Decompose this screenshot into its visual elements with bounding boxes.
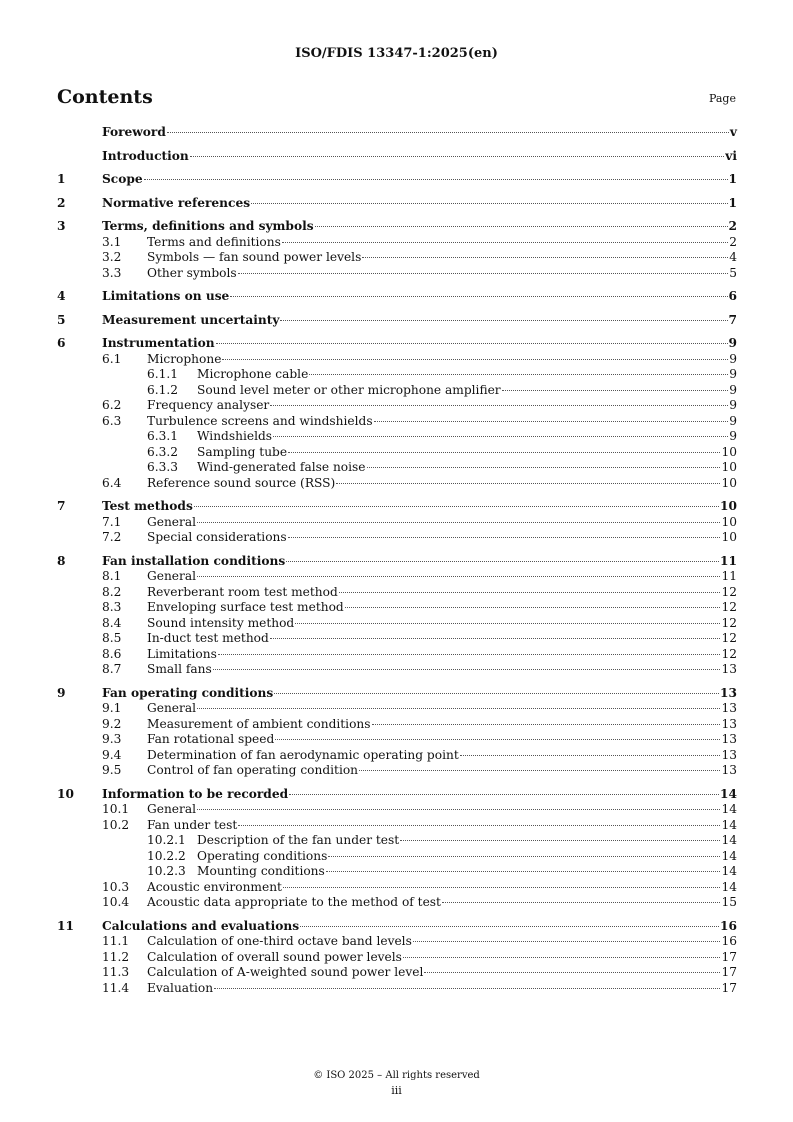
toc-entry[interactable] — [57, 149, 737, 165]
toc-dot-leader — [251, 203, 727, 204]
toc-dot-leader — [197, 809, 720, 810]
toc-entry-title: Frequency analyser — [147, 398, 270, 412]
toc-entry[interactable] — [57, 787, 737, 803]
toc-entry-page: 13 — [721, 662, 737, 676]
toc-entry[interactable] — [57, 125, 737, 141]
toc-entry[interactable] — [57, 818, 737, 834]
toc-entry[interactable] — [57, 336, 737, 352]
toc-entry-title: Sound intensity method — [147, 615, 295, 630]
toc-entry-page: 16 — [721, 934, 737, 948]
toc-entry-title: Symbols — fan sound power levels — [147, 250, 362, 264]
toc-entry-page: 2 — [729, 234, 737, 249]
toc-entry[interactable] — [57, 530, 737, 546]
toc-entry-title: Operating conditions — [197, 848, 328, 863]
toc-entry-page: 9 — [729, 382, 737, 397]
toc-dot-leader — [295, 623, 720, 624]
toc-entry-page: 10 — [721, 475, 737, 490]
toc-entry-title: Acoustic data appropriate to the method of test — [147, 895, 441, 909]
toc-entry-page: 14 — [721, 833, 737, 847]
toc-entry-number: 3 — [57, 219, 66, 233]
toc-entry-page: 9 — [729, 398, 737, 412]
toc-entry-page: 17 — [721, 965, 737, 979]
toc-dot-leader — [238, 273, 729, 274]
toc-dot-leader — [238, 825, 720, 826]
toc-entry-title: Wind-generated false noise — [197, 460, 366, 474]
page-title: Contents — [57, 86, 153, 108]
toc-entry[interactable] — [57, 289, 737, 305]
toc-entry-page: 12 — [721, 600, 737, 614]
toc-entry-number: 6.1.2 — [147, 382, 179, 397]
toc-dot-leader — [336, 483, 720, 484]
toc-entry-page: 16 — [720, 918, 737, 933]
toc-entry-number: 9 — [57, 685, 66, 700]
toc-entry-page: 1 — [728, 195, 737, 210]
toc-entry-number: 10.2.2 — [147, 848, 186, 863]
toc-entry[interactable] — [57, 701, 737, 717]
toc-dot-leader — [372, 724, 721, 725]
toc-entry[interactable] — [57, 686, 737, 702]
toc-dot-leader — [345, 607, 721, 608]
toc-entry-title: Special considerations — [147, 530, 287, 544]
toc-entry-title: Microphone cable — [197, 367, 309, 381]
toc-entry-number: 9.2 — [102, 716, 122, 731]
copyright-notice: © ISO 2025 – All rights reserved — [313, 1070, 480, 1081]
toc-entry-title: Reverberant room test method — [147, 584, 338, 599]
toc-entry[interactable] — [57, 600, 737, 616]
toc-entry[interactable] — [57, 445, 737, 461]
toc-dot-leader — [289, 794, 719, 795]
toc-entry-title: Windshields — [197, 429, 273, 443]
toc-entry-number: 11 — [57, 918, 74, 933]
toc-dot-leader — [413, 941, 721, 942]
toc-entry[interactable] — [57, 515, 737, 531]
toc-dot-leader — [274, 693, 719, 694]
toc-entry-title: Calculation of A-weighted sound power level — [147, 965, 424, 979]
toc-dot-leader — [362, 257, 728, 258]
toc-entry-title: General — [147, 569, 196, 583]
toc-entry-page: 14 — [721, 817, 737, 832]
toc-entry-page: 14 — [721, 848, 737, 863]
toc-entry-title: Fan rotational speed — [147, 732, 275, 746]
toc-entry[interactable] — [57, 802, 737, 818]
toc-entry-page: 15 — [721, 895, 737, 909]
toc-entry-number: 6.3.1 — [147, 429, 179, 443]
toc-entry-title: Test methods — [102, 499, 193, 513]
toc-entry-title: Measurement of ambient conditions — [147, 716, 371, 731]
toc-entry-number: 9.4 — [102, 747, 122, 762]
toc-entry-page: 12 — [721, 631, 737, 645]
toc-entry-number: 8.5 — [102, 631, 122, 645]
toc-dot-leader — [218, 654, 721, 655]
toc-entry-page: 14 — [721, 864, 737, 878]
toc-entry-number: 6.3.2 — [147, 444, 179, 459]
toc-entry-number: 1 — [57, 172, 66, 186]
toc-entry-title: General — [147, 802, 196, 816]
toc-dot-leader — [288, 452, 720, 453]
toc-entry[interactable] — [57, 748, 737, 764]
toc-dot-leader — [280, 320, 727, 321]
toc-dot-leader — [328, 856, 720, 857]
toc-entry-number: 10.1 — [102, 802, 130, 816]
toc-entry[interactable] — [57, 919, 737, 935]
toc-entry-page: 12 — [721, 615, 737, 630]
toc-entry[interactable] — [57, 763, 737, 779]
toc-entry-title: Fan operating conditions — [102, 685, 274, 700]
toc-entry-number: 10 — [57, 786, 74, 801]
toc-entry-title: Control of fan operating condition — [147, 763, 359, 777]
toc-entry-page: 10 — [721, 514, 737, 529]
toc-entry-number: 11.4 — [102, 980, 130, 995]
page-number: iii — [391, 1084, 402, 1097]
toc-dot-leader — [214, 988, 720, 989]
toc-entry-number: 11.1 — [102, 934, 130, 948]
toc-entry[interactable] — [57, 965, 737, 981]
toc-dot-leader — [144, 179, 728, 180]
toc-entry[interactable] — [57, 833, 737, 849]
toc-entry-page: 5 — [729, 265, 737, 280]
toc-entry-title: Terms and definitions — [147, 234, 281, 249]
toc-entry-number: 6.3 — [102, 413, 122, 428]
toc-entry[interactable] — [57, 476, 737, 492]
toc-entry-page: 11 — [720, 553, 737, 568]
toc-entry-page: 13 — [721, 716, 737, 731]
toc-entry-page: 10 — [720, 499, 737, 513]
toc-dot-leader — [230, 296, 727, 297]
toc-entry[interactable] — [57, 717, 737, 733]
toc-entry-page: 11 — [721, 569, 737, 583]
toc-entry[interactable] — [57, 250, 737, 266]
toc-entry-number: 9.5 — [102, 763, 122, 777]
toc-entry-page: 13 — [721, 701, 737, 715]
toc-dot-leader — [374, 421, 729, 422]
toc-entry[interactable] — [57, 616, 737, 632]
toc-entry[interactable] — [57, 732, 737, 748]
toc-entry[interactable] — [57, 554, 737, 570]
toc-dot-leader — [270, 405, 728, 406]
toc-entry-number: 9.1 — [102, 701, 122, 715]
toc-entry-title: Description of the fan under test — [197, 833, 400, 847]
toc-dot-leader — [309, 374, 728, 375]
toc-entry-page: 17 — [721, 949, 737, 964]
toc-dot-leader — [359, 770, 720, 771]
toc-entry-number: 8 — [57, 553, 66, 568]
toc-entry[interactable] — [57, 864, 737, 880]
toc-entry-number: 10.2.3 — [147, 864, 186, 878]
page-footer — [0, 1068, 793, 1098]
toc-entry[interactable] — [57, 313, 737, 329]
toc-entry-page: 4 — [729, 250, 737, 264]
toc-entry-number: 6.4 — [102, 475, 122, 490]
toc-entry-page: 14 — [721, 802, 737, 816]
toc-entry-title: Small fans — [147, 662, 212, 676]
toc-dot-leader — [367, 467, 721, 468]
toc-entry-page: 6 — [728, 289, 737, 303]
toc-entry[interactable] — [57, 414, 737, 430]
toc-entry[interactable] — [57, 352, 737, 368]
toc-entry-title: Mounting conditions — [197, 864, 325, 878]
toc-entry[interactable] — [57, 383, 737, 399]
toc-entry-title: Other symbols — [147, 265, 237, 280]
toc-entry[interactable] — [57, 460, 737, 476]
toc-entry-title: Introduction — [102, 148, 189, 163]
toc-entry[interactable] — [57, 367, 737, 383]
toc-dot-leader — [270, 638, 721, 639]
toc-entry-page: 2 — [728, 219, 737, 233]
toc-entry-title: Sound level meter or other microphone amplifier — [197, 382, 501, 397]
toc-entry-number: 9.3 — [102, 732, 122, 746]
toc-entry-title: Enveloping surface test method — [147, 600, 344, 614]
toc-entry-page: 10 — [721, 444, 737, 459]
toc-entry[interactable] — [57, 499, 737, 515]
toc-entry-title: Limitations — [147, 646, 217, 661]
toc-dot-leader — [167, 132, 729, 133]
toc-entry-page: 14 — [720, 786, 737, 801]
toc-entry-page: 13 — [721, 747, 737, 762]
toc-entry-number: 10.2 — [102, 817, 130, 832]
toc-entry[interactable] — [57, 662, 737, 678]
toc-entry-page: 1 — [728, 172, 737, 186]
toc-entry-page: 9 — [729, 351, 737, 366]
toc-entry-page: 14 — [721, 879, 737, 894]
toc-entry-title: Reference sound source (RSS) — [147, 475, 336, 490]
toc-entry-title: Information to be recorded — [102, 786, 289, 801]
toc-entry-title: Foreword — [102, 125, 166, 139]
toc-dot-leader — [213, 669, 721, 670]
toc-entry[interactable] — [57, 647, 737, 663]
toc-entry-title: General — [147, 514, 196, 529]
toc-entry-page: 10 — [721, 530, 737, 544]
toc-entry[interactable] — [57, 895, 737, 911]
toc-entry-number: 3.3 — [102, 265, 122, 280]
toc-dot-leader — [286, 561, 719, 562]
toc-entry[interactable] — [57, 266, 737, 282]
toc-entry-number: 7.2 — [102, 530, 122, 544]
toc-entry[interactable] — [57, 569, 737, 585]
toc-entry-number: 6.2 — [102, 398, 122, 412]
toc-entry-title: Calculation of one-third octave band levels — [147, 934, 412, 948]
toc-entry[interactable] — [57, 880, 737, 896]
toc-entry-number: 10.2.1 — [147, 833, 186, 847]
toc-entry-title: Microphone — [147, 351, 222, 366]
toc-entry-number: 10.3 — [102, 879, 130, 894]
toc-entry-number: 8.3 — [102, 600, 122, 614]
toc-entry[interactable] — [57, 981, 737, 997]
toc-dot-leader — [197, 708, 720, 709]
toc-dot-leader — [275, 739, 720, 740]
toc-entry-number: 6 — [57, 336, 66, 350]
toc-entry-page: 7 — [728, 312, 737, 327]
toc-entry-number: 8.2 — [102, 584, 122, 599]
toc-entry-title: Normative references — [102, 195, 251, 210]
toc-entry[interactable] — [57, 631, 737, 647]
toc-entry-number: 4 — [57, 289, 66, 303]
toc-dot-leader — [194, 506, 719, 507]
toc-dot-leader — [442, 902, 721, 903]
toc-entry-number: 6.3.3 — [147, 460, 179, 474]
toc-dot-leader — [502, 390, 729, 391]
toc-entry-number: 6.1 — [102, 351, 122, 366]
toc-entry-title: Sampling tube — [197, 444, 288, 459]
toc-entry-title: Acoustic environment — [147, 879, 282, 894]
toc-entry-number: 8.1 — [102, 569, 122, 583]
toc-entry-title: Limitations on use — [102, 289, 230, 303]
document-header: ISO/FDIS 13347-1:2025(en) — [295, 46, 498, 61]
toc-entry-page: 9 — [729, 429, 737, 443]
toc-entry-title: General — [147, 701, 196, 715]
toc-entry-page: 13 — [721, 732, 737, 746]
toc-dot-leader — [282, 242, 728, 243]
toc-entry-number: 3.2 — [102, 250, 122, 264]
toc-dot-leader — [190, 156, 724, 157]
toc-entry[interactable] — [57, 172, 737, 188]
page-column-label: Page — [708, 92, 736, 105]
toc-entry-title: Calculation of overall sound power levels — [147, 949, 402, 964]
toc-entry-number: 2 — [57, 195, 66, 210]
toc-entry-title: Determination of fan aerodynamic operating point — [147, 747, 459, 762]
toc-dot-leader — [288, 537, 721, 538]
toc-dot-leader — [326, 871, 721, 872]
toc-entry[interactable] — [57, 398, 737, 414]
toc-entry-title: Terms, definitions and symbols — [102, 219, 314, 233]
toc-dot-leader — [273, 436, 728, 437]
toc-entry[interactable] — [57, 849, 737, 865]
toc-entry-number: 8.6 — [102, 646, 122, 661]
toc-entry[interactable] — [57, 235, 737, 251]
table-of-contents — [57, 125, 737, 996]
toc-entry-page: v — [729, 125, 737, 139]
toc-entry-page: 17 — [721, 980, 737, 995]
toc-dot-leader — [403, 957, 721, 958]
toc-entry-title: Measurement uncertainty — [102, 312, 280, 327]
toc-dot-leader — [300, 926, 719, 927]
toc-entry-number: 5 — [57, 312, 66, 327]
toc-dot-leader — [400, 840, 720, 841]
toc-entry-number: 7 — [57, 499, 66, 513]
toc-dot-leader — [197, 576, 720, 577]
toc-entry-title: Fan installation conditions — [102, 553, 286, 568]
toc-entry-title: Fan under test — [147, 817, 238, 832]
toc-dot-leader — [315, 226, 728, 227]
toc-entry-number: 8.4 — [102, 615, 122, 630]
toc-entry-page: vi — [725, 148, 737, 163]
toc-entry-page: 9 — [729, 367, 737, 381]
toc-entry-page: 13 — [720, 685, 737, 700]
toc-dot-leader — [339, 592, 721, 593]
toc-entry-number: 10.4 — [102, 895, 130, 909]
toc-dot-leader — [283, 887, 721, 888]
toc-entry-title: Evaluation — [147, 980, 214, 995]
toc-entry[interactable] — [57, 219, 737, 235]
toc-entry-title: Scope — [102, 172, 143, 186]
toc-dot-leader — [424, 972, 720, 973]
toc-entry[interactable] — [57, 429, 737, 445]
toc-entry[interactable] — [57, 585, 737, 601]
toc-entry-number: 7.1 — [102, 514, 122, 529]
toc-entry-number: 8.7 — [102, 662, 122, 676]
toc-dot-leader — [222, 359, 728, 360]
toc-entry-title: Turbulence screens and windshields — [147, 413, 373, 428]
toc-entry-page: 9 — [729, 413, 737, 428]
toc-entry-number: 6.1.1 — [147, 367, 179, 381]
toc-dot-leader — [216, 343, 728, 344]
toc-entry-page: 9 — [728, 336, 737, 350]
toc-entry-title: Instrumentation — [102, 336, 215, 350]
toc-entry[interactable] — [57, 950, 737, 966]
toc-entry-page: 10 — [721, 460, 737, 474]
toc-entry-number: 11.2 — [102, 949, 130, 964]
toc-entry-page: 12 — [721, 646, 737, 661]
toc-dot-leader — [197, 522, 720, 523]
toc-entry-title: Calculations and evaluations — [102, 918, 300, 933]
toc-entry-page: 13 — [721, 763, 737, 777]
toc-entry-number: 11.3 — [102, 965, 130, 979]
toc-entry-title: In-duct test method — [147, 631, 269, 645]
toc-entry[interactable] — [57, 196, 737, 212]
toc-entry-number: 3.1 — [102, 234, 122, 249]
toc-dot-leader — [460, 755, 721, 756]
toc-entry-page: 12 — [721, 584, 737, 599]
toc-entry[interactable] — [57, 934, 737, 950]
